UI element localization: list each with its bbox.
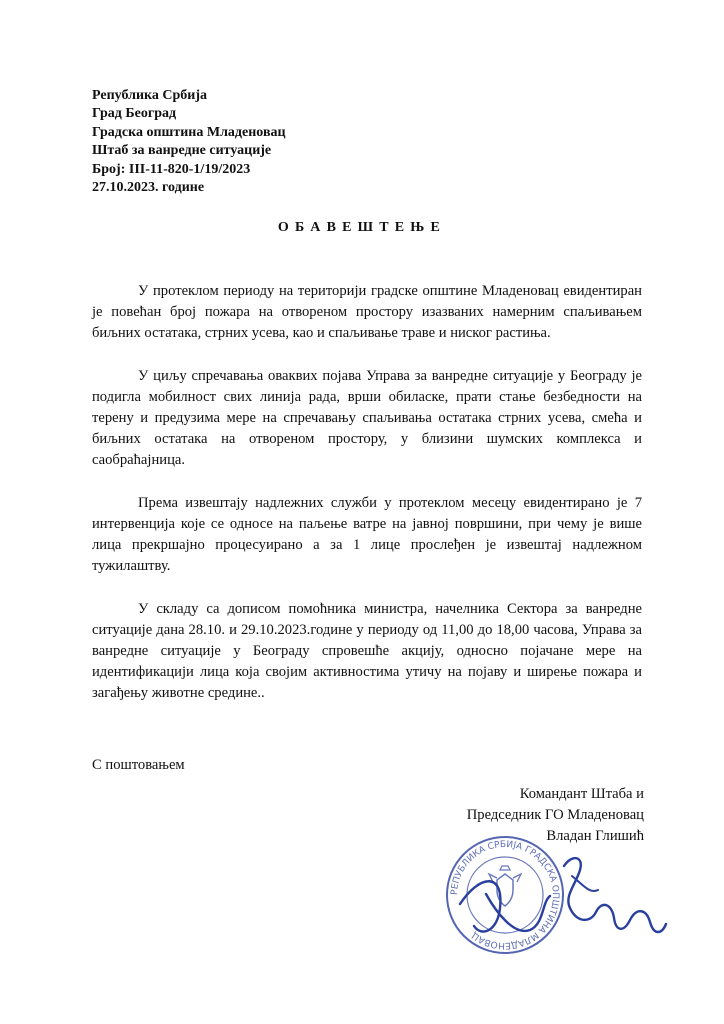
header-department: Штаб за ванредне ситуације [92,143,272,159]
seal-text: РЕПУБЛИКА СРБИЈА ГРАДСКА ОПШТИНА МЛАДЕНОВАЦ [449,839,561,951]
paragraph-3: Према извештају надлежних служби у протеклом месецу евидентирано је 7 интервенција које се односе на паљење ватре на јавној површини, при чему је више лица прекршајно процесуирано а за 1 лице прослеђен је извештај надлежном тужилаштву. [92,495,642,574]
handwritten-signature [452,846,672,958]
header-municipality: Градска општина Младеновац [92,124,286,140]
header-city: Град Београд [92,106,177,122]
header-country: Република Србија [92,88,208,103]
signatory-position: Председник ГО Младеновац [466,807,644,823]
paragraph-4: У складу са дописом помоћника министра, начелника Сектора за ванредне ситуације дана 28.10. и 29.10.2023.године у периоду од 11,00 до 18,00 часова, Управа за ванредне ситуације у Београду спровешће акцију, односно појачане мере на идентификацији лица која својим активностима утичу на појаву и ширење пожара и загађењу животне средине.. [92,601,642,701]
signatory-name: Владан Глишић [546,828,644,844]
document-title: ОБАВЕШТЕЊЕ [277,220,447,235]
letterhead [92,87,286,197]
paragraph-1: У протеклом периоду на територији градске општине Младеновац евидентиран је повећан број пожара на отвореном простору изазваних намерним спаљивањем биљних остатака, стрних усева, као и спаљивање траве и ниског растиња. [92,283,642,341]
document-body [92,281,642,726]
paragraph-2: У циљу спречавања оваквих појава Управа за ванредне ситуације у Београду је подигла мобилност свих линија рада, врши обиласке, прати стање безбедности на терену и предузима мере на спречавању спаљивања остатака стрних усева, смећа и биљних остатака на отвореном простору, у близини шумских комплекса и саобраћајница. [92,368,642,468]
header-date: 27.10.2023. године [92,180,205,196]
signatory-title: Командант Штаба и [519,786,644,802]
closing-salutation: С поштовањем [92,757,185,773]
header-reference-number: Број: III-11-820-1/19/2023 [92,161,251,177]
